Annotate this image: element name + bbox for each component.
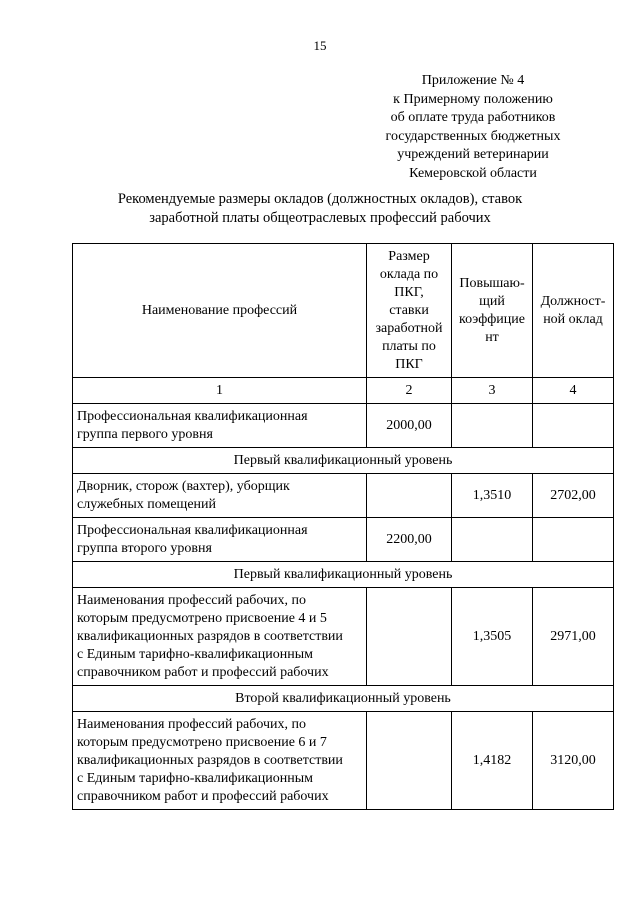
table-title-line: Рекомендуемые размеры окладов (должностных окладов), ставок: [117, 191, 523, 207]
profession-name-line: служебных помещений: [77, 496, 217, 512]
column-number: 3: [452, 378, 533, 404]
coefficient-cell: 1,4182: [452, 712, 533, 810]
profession-name: [73, 588, 367, 686]
coefficient-cell: 1,3510: [452, 474, 533, 518]
appendix-line: Приложение № 4: [421, 73, 525, 88]
profession-name-line: группа второго уровня: [77, 540, 212, 556]
column-number-row: [73, 378, 614, 404]
level-row: [73, 562, 614, 588]
profession-name-line: квалификационных разрядов в соответствии: [77, 628, 343, 644]
column-number: 2: [367, 378, 452, 404]
header-line: Должност-: [540, 293, 606, 309]
profession-name-line: квалификационных разрядов в соответствии: [77, 752, 343, 768]
profession-name: [73, 518, 367, 562]
profession-name-line: Наименования профессий рабочих, по: [77, 592, 306, 608]
profession-name-line: с Единым тарифно-квалификационным: [77, 770, 314, 786]
profession-name-line: справочником работ и профессий рабочих: [77, 664, 329, 680]
profession-name-line: Дворник, сторож (вахтер), уборщик: [77, 478, 290, 494]
base-salary-cell: 2000,00: [367, 404, 452, 448]
appendix-line: Кемеровской области: [409, 165, 537, 181]
level-label: Второй квалификационный уровень: [73, 686, 614, 712]
base-salary-cell: [367, 474, 452, 518]
column-number: 4: [533, 378, 614, 404]
profession-name: [73, 474, 367, 518]
profession-name: [73, 712, 367, 810]
header-line: ной оклад: [543, 311, 603, 327]
position-salary-cell: 3120,00: [533, 712, 614, 810]
appendix-line: к Примерному положению: [393, 91, 553, 107]
header-line: Повышаю-: [459, 275, 525, 291]
table-title-line: заработной платы общеотраслевых профессий рабочих: [149, 210, 491, 226]
appendix-note: [354, 72, 592, 184]
position-salary-cell: 2702,00: [533, 474, 614, 518]
appendix-line: об оплате труда работников: [390, 110, 556, 126]
profession-name-line: которым предусмотрено присвоение 6 и 7: [77, 734, 327, 750]
header-line: заработной: [375, 320, 443, 336]
salary-table: [72, 243, 614, 810]
profession-name-line: Профессиональная квалификационная: [77, 408, 308, 424]
header-line: коэффицие: [459, 311, 525, 327]
table-header-row: [73, 244, 614, 378]
profession-name-line: справочником работ и профессий рабочих: [77, 788, 329, 804]
position-salary-cell: [533, 404, 614, 448]
group-row: [73, 404, 614, 448]
profession-row: [73, 712, 614, 810]
header-line: оклада по: [379, 266, 439, 282]
group-row: [73, 518, 614, 562]
header-profession-name: Наименование профессий: [73, 244, 367, 378]
position-salary-cell: 2971,00: [533, 588, 614, 686]
profession-name-line: Профессиональная квалификационная: [77, 522, 308, 538]
profession-name-line: которым предусмотрено присвоение 4 и 5: [77, 610, 327, 626]
header-coefficient: [452, 244, 533, 378]
profession-name-line: с Единым тарифно-квалификационным: [77, 646, 314, 662]
coefficient-cell: [452, 404, 533, 448]
column-number: 1: [73, 378, 367, 404]
profession-name-line: Наименования профессий рабочих, по: [77, 716, 306, 732]
header-base-salary: [367, 244, 452, 378]
page-number: 15: [313, 38, 327, 53]
profession-row: [73, 588, 614, 686]
level-label: Первый квалификационный уровень: [73, 562, 614, 588]
appendix-line: учреждений ветеринарии: [397, 147, 549, 163]
base-salary-cell: [367, 712, 452, 810]
profession-row: [73, 474, 614, 518]
level-row: [73, 686, 614, 712]
header-line: платы по: [382, 338, 436, 354]
header-line: нт: [485, 329, 499, 345]
level-row: [73, 448, 614, 474]
coefficient-cell: 1,3505: [452, 588, 533, 686]
header-line: Размер: [388, 248, 430, 264]
header-line: ПКГ,: [394, 284, 424, 300]
header-line: щий: [479, 293, 505, 309]
table-title: [80, 190, 560, 228]
header-line: ставки: [389, 302, 429, 318]
position-salary-cell: [533, 518, 614, 562]
level-label: Первый квалификационный уровень: [73, 448, 614, 474]
base-salary-cell: [367, 588, 452, 686]
coefficient-cell: [452, 518, 533, 562]
profession-name-line: группа первого уровня: [77, 426, 213, 442]
appendix-line: государственных бюджетных: [385, 128, 561, 144]
profession-name: [73, 404, 367, 448]
base-salary-cell: 2200,00: [367, 518, 452, 562]
header-position-salary: [533, 244, 614, 378]
header-line: ПКГ: [395, 356, 423, 372]
